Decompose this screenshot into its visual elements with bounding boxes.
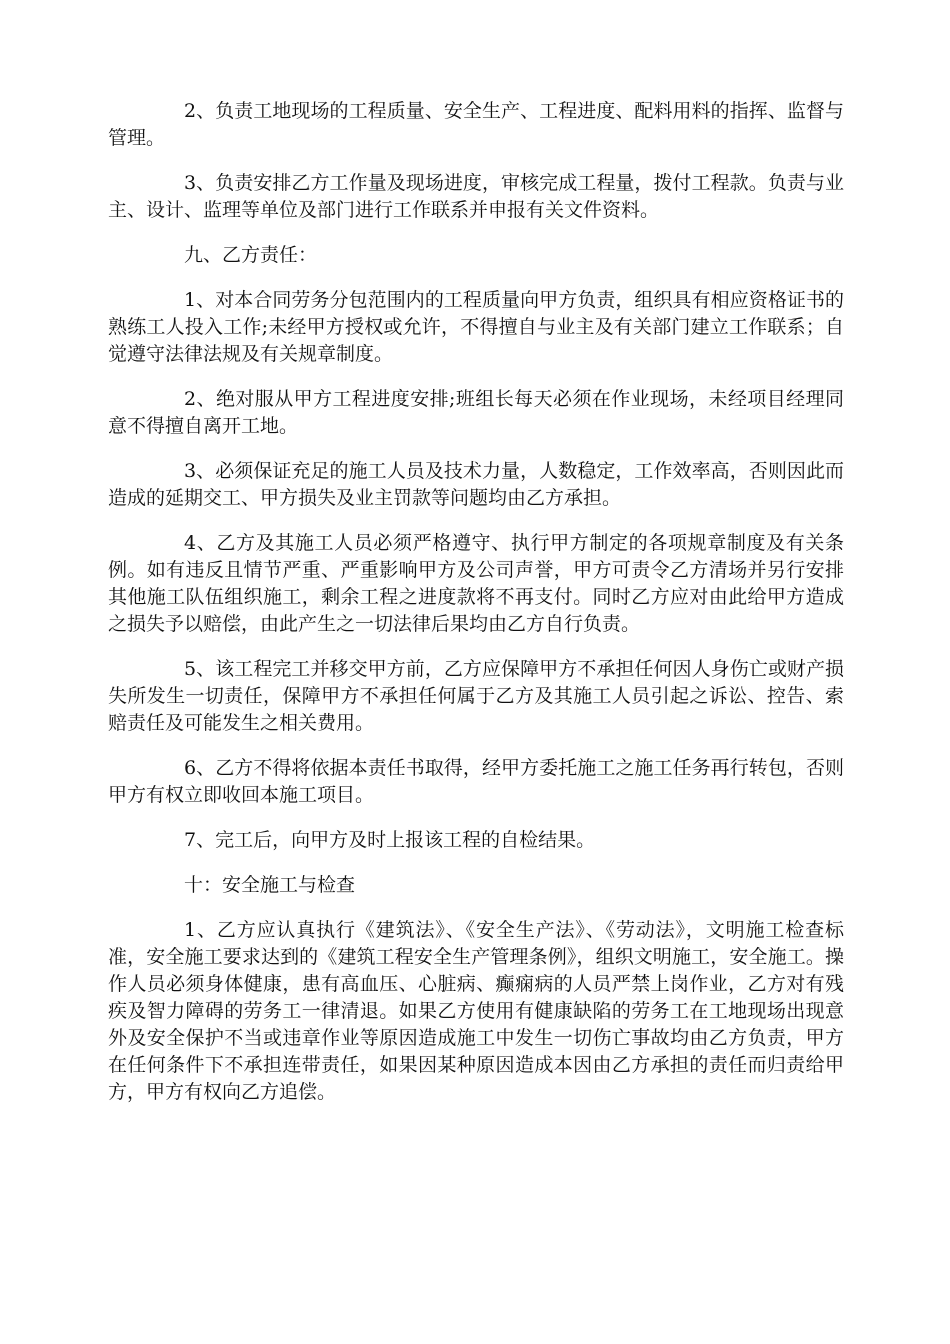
section-heading-nine: 九、乙方责任： — [184, 244, 318, 266]
paragraph-7: 5、该工程完工并移交甲方前，乙方应保障甲方不承担任何因人身伤亡或财产损失所发生一切责任，保障甲方不承担任何属于乙方及其施工人员引起之诉讼、控告、索赔责任及可能发生之相关费用。 — [108, 658, 844, 734]
paragraph-5: 3、必须保证充足的施工人员及技术力量，人数稳定，工作效率高，否则因此而造成的延期交工、甲方损失及业主罚款等问题均由乙方承担。 — [108, 460, 844, 509]
document-body — [108, 98, 844, 1124]
paragraph-8: 6、乙方不得将依据本责任书取得，经甲方委托施工之施工任务再行转包，否则甲方有权立即收回本施工项目。 — [108, 757, 844, 806]
paragraph-10: 1、乙方应认真执行《建筑法》、《安全生产法》、《劳动法》，文明施工检查标准，安全施工要求达到的《建筑工程安全生产管理条例》，组织文明施工，安全施工。操作人员必须身体健康，患有高血压、心脏病、癫痫病的人员严禁上岗作业，乙方对有残疾及智力障碍的劳务工一律清退。如果乙方使用有健康缺陷的劳务工在工地现场出现意外及安全保护不当或违章作业等原因造成施工中发生一切伤亡事故均由乙方负责，甲方在任何条件下不承担连带责任，如果因某种原因造成本因由乙方承担的责任而归责给甲方，甲方有权向乙方追偿。 — [108, 919, 844, 1103]
section-heading-ten: 十：安全施工与检查 — [184, 874, 356, 896]
paragraph-4: 2、绝对服从甲方工程进度安排;班组长每天必须在作业现场，未经项目经理同意不得擅自离开工地。 — [108, 388, 844, 437]
paragraph-3: 1、对本合同劳务分包范围内的工程质量向甲方负责，组织具有相应资格证书的熟练工人投入工作;未经甲方授权或允许，不得擅自与业主及有关部门建立工作联系；自觉遵守法律法规及有关规章制度。 — [108, 289, 844, 365]
paragraph-9: 7、完工后，向甲方及时上报该工程的自检结果。 — [184, 829, 596, 851]
paragraph-1: 2、负责工地现场的工程质量、安全生产、工程进度、配料用料的指挥、监督与管理。 — [108, 100, 844, 149]
paragraph-2: 3、负责安排乙方工作量及现场进度，审核完成工程量，拨付工程款。负责与业主、设计、监理等单位及部门进行工作联系并申报有关文件资料。 — [108, 172, 844, 221]
paragraph-6: 4、乙方及其施工人员必须严格遵守、执行甲方制定的各项规章制度及有关条例。如有违反且情节严重、严重影响甲方及公司声誉，甲方可责令乙方清场并另行安排其他施工队伍组织施工，剩余工程之进度款将不再支付。同时乙方应对由此给甲方造成之损失予以赔偿，由此产生之一切法律后果均由乙方自行负责。 — [108, 532, 844, 635]
